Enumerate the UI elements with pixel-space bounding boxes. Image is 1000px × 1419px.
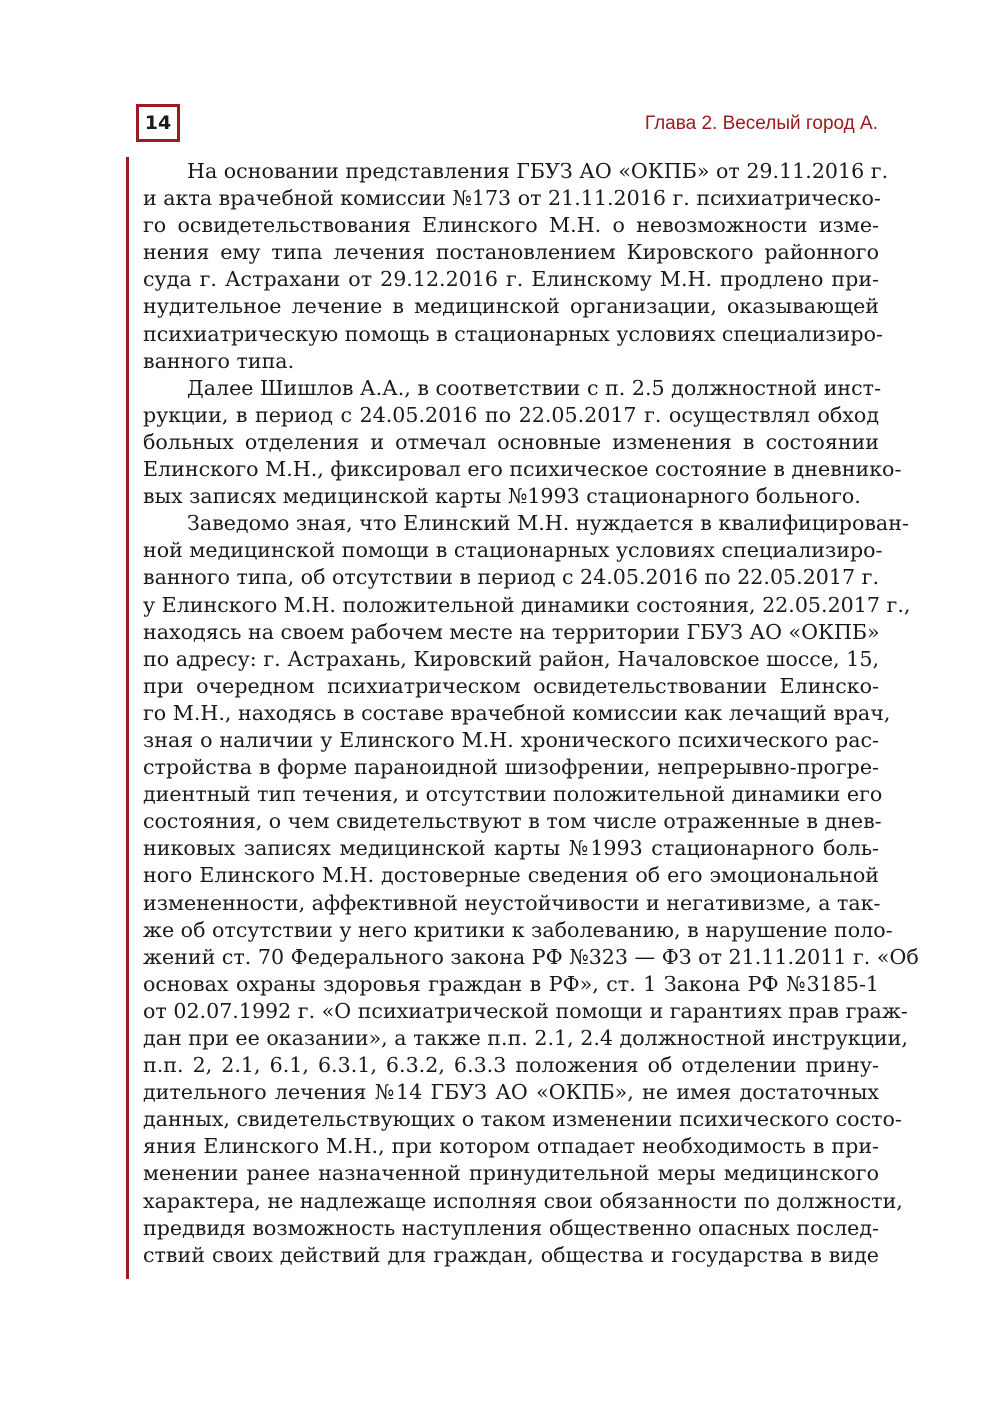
text-line: по адресу: г. Астрахань, Кировский район, Началовское шоссе, 15,	[143, 646, 879, 671]
text-line: основах охраны здоровья граждан в РФ», ст. 1 Закона РФ №3185-1	[143, 971, 879, 996]
text-line: характера, не надлежаще исполняя свои обязанности по должности,	[143, 1188, 903, 1213]
text-line: менении ранее назначенной принудительной меры медицинского	[143, 1161, 879, 1186]
text-line: ванного типа.	[143, 348, 295, 373]
text-line: стройства в форме параноидной шизофрении, непрерывно-прогре-	[143, 755, 879, 780]
chapter-title: Глава 2. Веселый город А.	[644, 113, 878, 134]
text-line: Заведомо зная, что Елинский М.Н. нуждается в квалифицирован-	[187, 511, 909, 536]
text-line: п.п. 2, 2.1, 6.1, 6.3.1, 6.3.2, 6.3.3 положения об отделении прину-	[143, 1053, 879, 1078]
text-line: яния Елинского М.Н., при котором отпадает необходимость в при-	[143, 1134, 879, 1159]
text-line: предвидя возможность наступления общественно опасных послед-	[143, 1215, 879, 1240]
text-line: Далее Шишлов А.А., в соответствии с п. 2.5 должностной инст-	[187, 375, 882, 400]
paragraph	[143, 158, 889, 375]
text-line: жений ст. 70 Федерального закона РФ №323 — ФЗ от 21.11.2011 г. «Об	[143, 944, 919, 969]
text-line: дан при ее оказании», а также п.п. 2.1, 2.4 должностной инструкции,	[143, 1026, 908, 1050]
text-line: Елинского М.Н., фиксировал его психическое состояние в дневнико-	[143, 457, 902, 482]
text-line: находясь на своем рабочем месте на территории ГБУЗ АО «ОКПБ»	[143, 619, 880, 644]
body-text	[143, 158, 919, 1269]
text-line: же об отсутствии у него критики к заболеванию, в нарушение поло-	[143, 917, 893, 942]
paragraph	[143, 510, 919, 1269]
text-line: и акта врачебной комиссии №173 от 21.11.2016 г. психиатрическо-	[143, 186, 881, 211]
text-line: вых записях медицинской карты №1993 стационарного больного.	[143, 484, 861, 509]
text-line: дительного лечения №14 ГБУЗ АО «ОКПБ», не имея достаточных	[143, 1080, 879, 1105]
text-line: ствий своих действий для граждан, общества и государства в виде	[143, 1242, 879, 1267]
text-line: ного Елинского М.Н. достоверные сведения об его эмоциональной	[143, 863, 879, 888]
text-line: нения ему типа лечения постановлением Кировского районного	[143, 240, 879, 265]
text-line: больных отделения и отмечал основные изменения в состоянии	[143, 429, 879, 454]
text-line: измененности, аффективной неустойчивости и негативизме, а так-	[143, 890, 881, 915]
text-line: при очередном психиатрическом освидетельствовании Елинско-	[143, 673, 879, 698]
text-line: диентный тип течения, и отсутствии положительной динамики его	[143, 782, 883, 807]
text-line: от 02.07.1992 г. «О психиатрической помощи и гарантиях прав граж-	[143, 998, 908, 1023]
text-line: данных, свидетельствующих о таком изменении психического состо-	[143, 1107, 902, 1132]
text-line: На основании представления ГБУЗ АО «ОКПБ» от 29.11.2016 г.	[187, 159, 889, 183]
paragraph	[143, 375, 902, 510]
text-line: ной медицинской помощи в стационарных условиях специализиро-	[143, 538, 883, 563]
text-line: зная о наличии у Елинского М.Н. хронического психического рас-	[143, 727, 879, 752]
text-line: нудительное лечение в медицинской организации, оказывающей	[143, 294, 879, 319]
text-line: у Елинского М.Н. положительной динамики состояния, 22.05.2017 г.,	[143, 592, 911, 617]
text-line: рукции, в период с 24.05.2016 по 22.05.2017 г. осуществлял обход	[143, 402, 879, 427]
text-line: ванного типа, об отсутствии в период с 24.05.2016 по 22.05.2017 г.	[143, 565, 879, 590]
text-line: го М.Н., находясь в составе врачебной комиссии как лечащий врач,	[143, 700, 891, 725]
page-number: 14	[136, 104, 180, 142]
text-line: го освидетельствования Елинского М.Н. о невозможности изме-	[143, 213, 879, 238]
margin-rule	[126, 157, 129, 1279]
text-line: состояния, о чем свидетельствуют в том числе отраженные в днев-	[143, 809, 882, 834]
text-line: никовых записях медицинской карты №1993 стационарного боль-	[143, 836, 879, 861]
text-line: психиатрическую помощь в стационарных условиях специализиро-	[143, 321, 883, 346]
text-line: суда г. Астрахани от 29.12.2016 г. Елинскому М.Н. продлено при-	[143, 267, 879, 292]
